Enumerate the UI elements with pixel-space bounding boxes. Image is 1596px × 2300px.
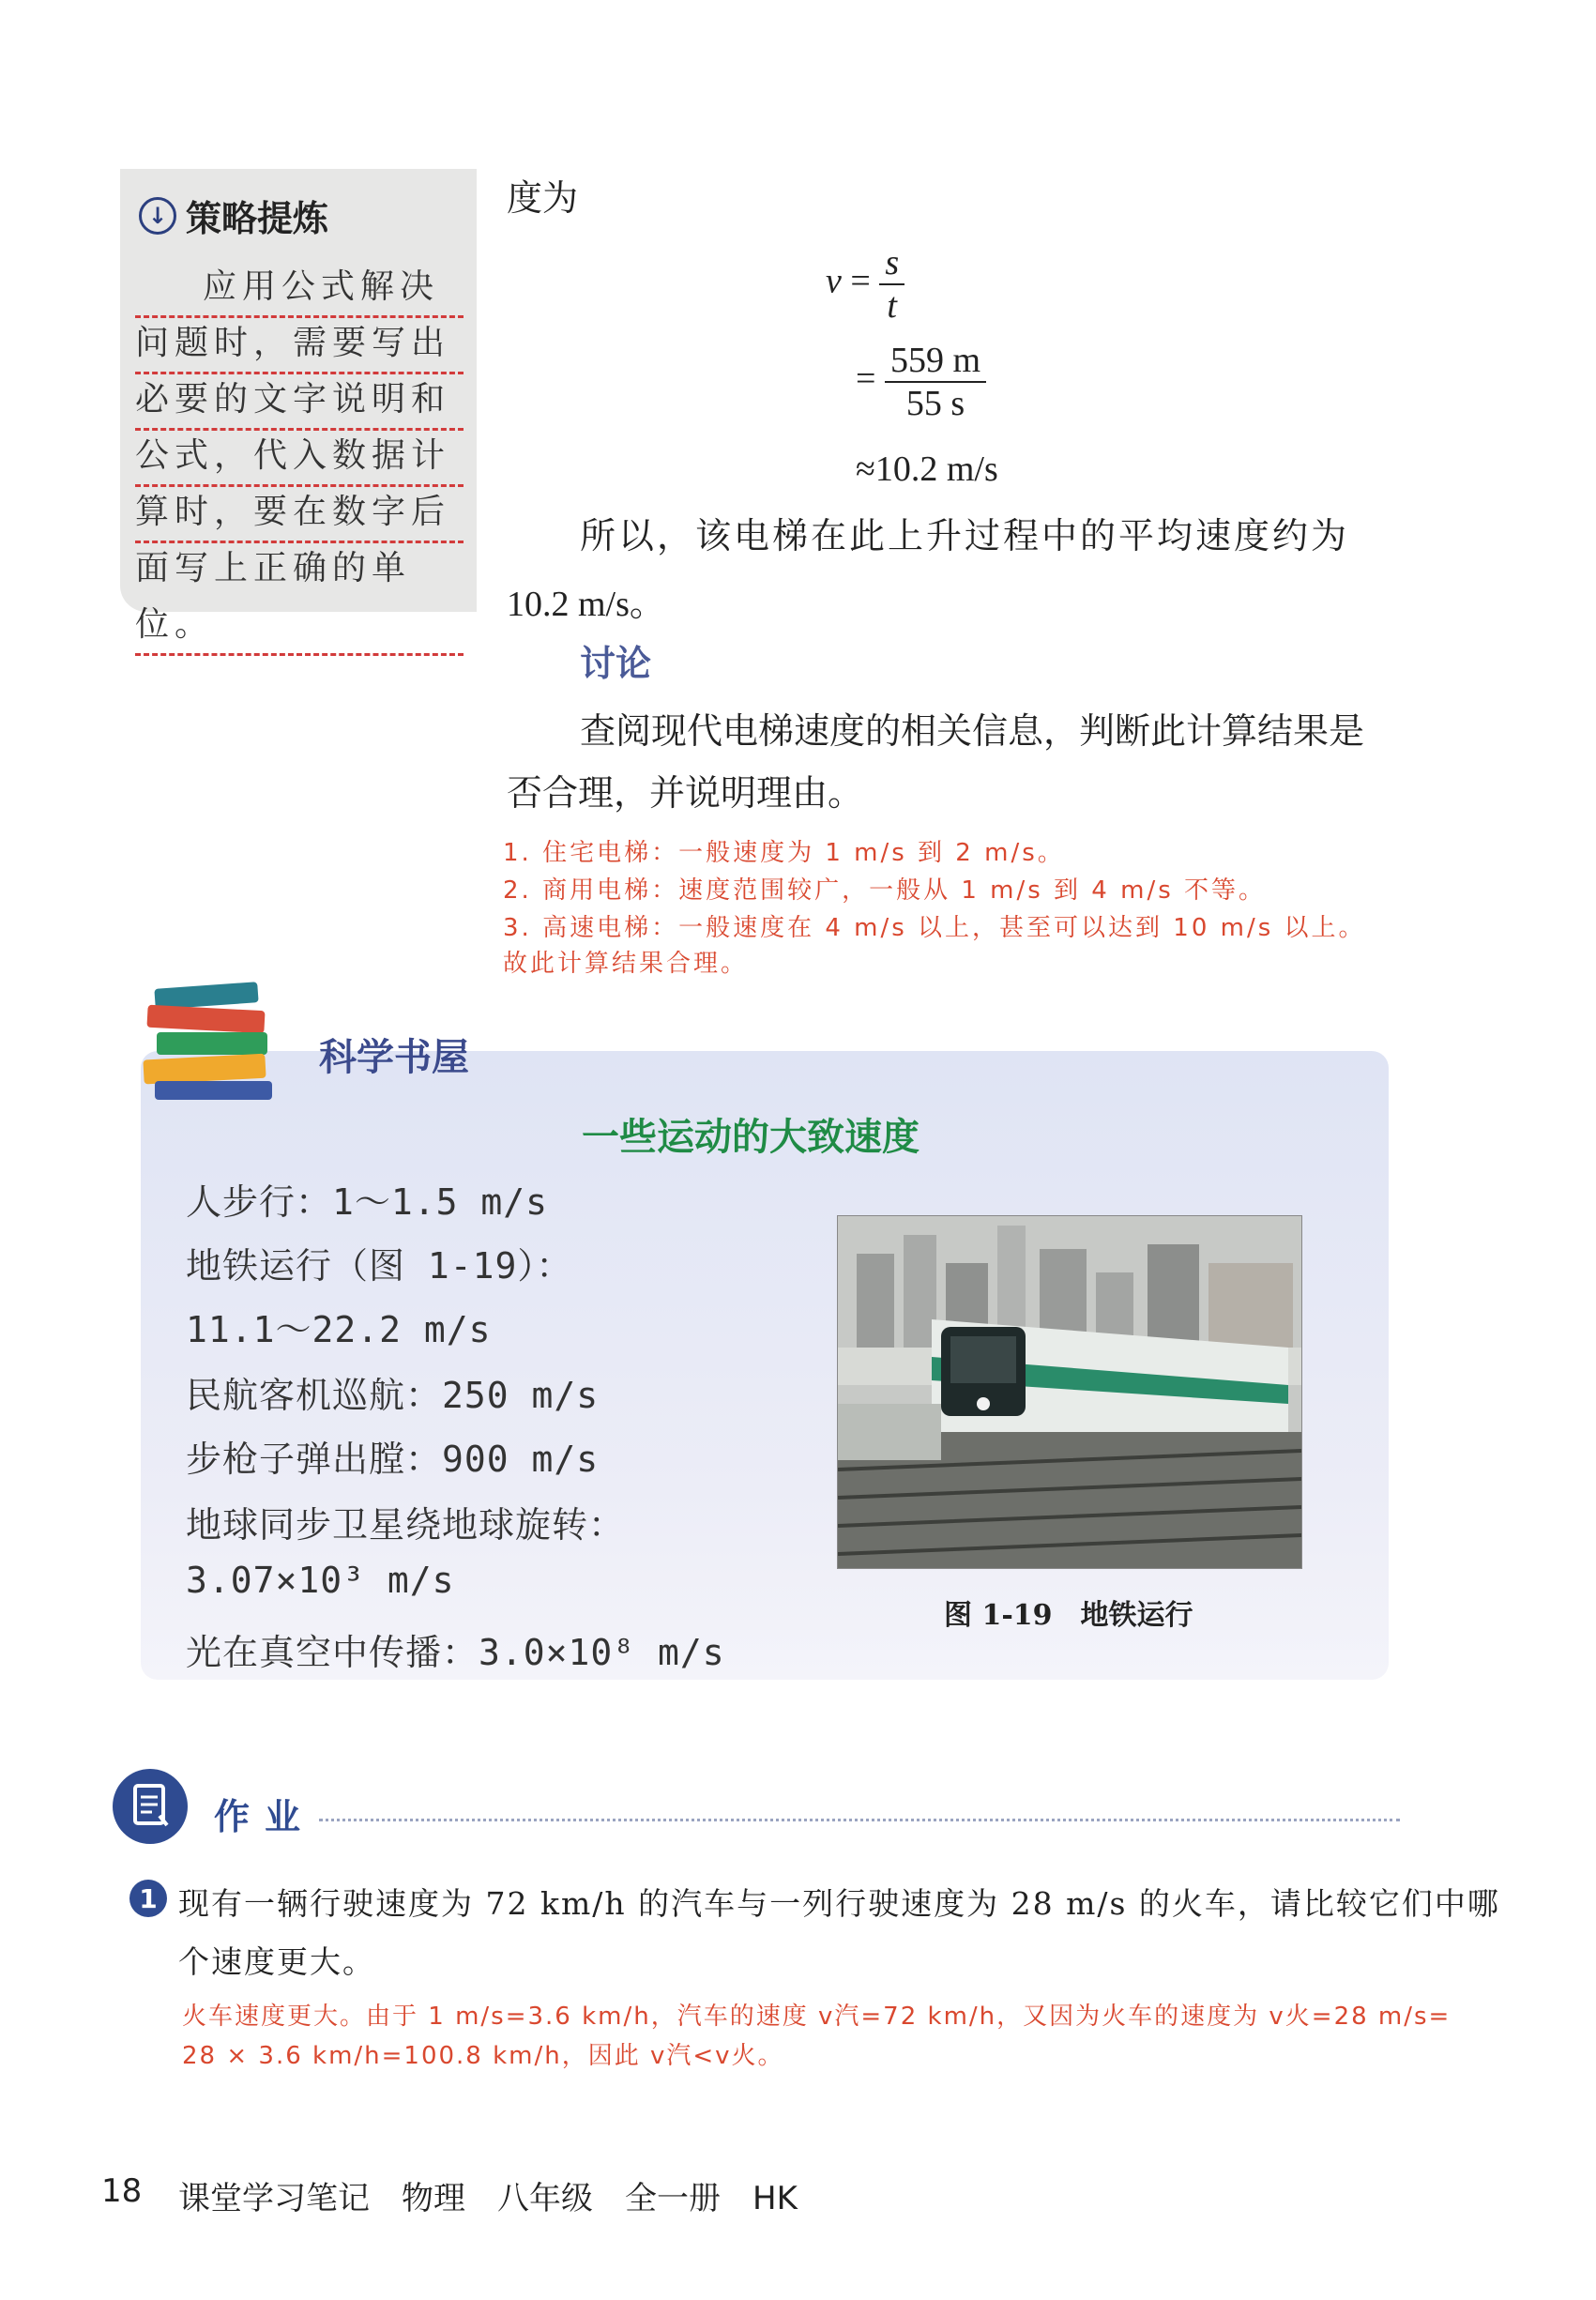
discussion-answer-3: 3. 高速电梯：一般速度在 4 m/s 以上，甚至可以达到 10 m/s 以上。 [503, 914, 1366, 942]
subway-photo [837, 1215, 1302, 1569]
discussion-line-1: 查阅现代电梯速度的相关信息，判断此计算结果是 [580, 710, 1365, 752]
footer-book-title: 课堂学习笔记 物理 八年级 全一册 HK [178, 2180, 798, 2217]
homework-answer-line-1: 火车速度更大。由于 1 m/s=3.6 km/h，汽车的速度 v汽=72 km/h，又因为火车的速度为 v火=28 m/s= [182, 2003, 1452, 2031]
formula-s-over-t [879, 242, 904, 327]
science-subtitle: 一些运动的大致速度 [582, 1116, 920, 1159]
discussion-answer-1: 1. 住宅电梯：一般速度为 1 m/s 到 2 m/s。 [503, 839, 1065, 867]
homework-document-icon [113, 1769, 188, 1844]
question-line-2: 个速度更大。 [178, 1943, 375, 1980]
strategy-line-6: 面写上正确的单位。 [135, 541, 464, 656]
homework-title: 作业 [214, 1796, 316, 1837]
strategy-header [139, 190, 328, 241]
speed-subway: 地铁运行（图 1-19）： [186, 1245, 573, 1287]
speed-satellite: 地球同步卫星绕地球旋转： [186, 1504, 626, 1546]
speed-subway-value: 11.1～22.2 m/s [186, 1309, 492, 1350]
homework-divider [319, 1819, 1400, 1821]
strategy-line-4: 公式，代入数据计 [135, 428, 464, 487]
speed-light: 光在真空中传播：3.0×10⁸ m/s [186, 1632, 725, 1673]
formula-num: 559 m [885, 340, 986, 383]
strategy-line-1: 应用公式解决 [135, 259, 464, 318]
strategy-title: 策略提炼 [186, 198, 329, 239]
question-number-badge: 1 [129, 1880, 167, 1917]
conclusion-line-1: 所以，该电梯在此上升过程中的平均速度约为 [580, 515, 1350, 556]
homework-answer-line-2: 28 × 3.6 km/h=100.8 km/h，因此 v汽<v火。 [182, 2042, 784, 2070]
formula-s: s [879, 242, 904, 285]
science-title: 科学书屋 [319, 1036, 469, 1079]
strategy-line-5: 算时，要在数字后 [135, 484, 464, 543]
question-line-1: 现有一辆行驶速度为 72 km/h 的汽车与一列行驶速度为 28 m/s 的火车，请比较它们中哪 [178, 1885, 1500, 1922]
speed-airplane: 民航客机巡航：250 m/s [186, 1375, 600, 1416]
strategy-box [120, 169, 477, 644]
page-number: 18 [101, 2172, 143, 2210]
strategy-line-2: 问题时，需要写出 [135, 315, 464, 374]
speed-walk: 人步行：1～1.5 m/s [186, 1181, 549, 1223]
formula-den: 55 s [905, 384, 965, 423]
formula-eq: = [850, 261, 871, 301]
formula-result: ≈10.2 m/s [856, 449, 998, 489]
photo-caption: 图 1-19 地铁运行 [944, 1599, 1193, 1632]
solution-intro: 度为 [507, 177, 579, 219]
books-stack-icon [136, 976, 300, 1107]
formula-v: v [826, 261, 842, 301]
conclusion-line-2: 10.2 m/s。 [507, 585, 665, 624]
down-arrow-circle-icon: ↓ [139, 197, 176, 235]
formula-t: t [887, 286, 897, 326]
strategy-line-3: 必要的文字说明和 [135, 372, 464, 431]
discussion-line-2: 否合理，并说明理由。 [507, 772, 864, 814]
discussion-answer-4: 故此计算结果合理。 [503, 950, 749, 978]
speed-satellite-value: 3.07×10³ m/s [186, 1560, 455, 1601]
discussion-answer-2: 2. 商用电梯：速度范围较广，一般从 1 m/s 到 4 m/s 不等。 [503, 876, 1267, 905]
formula-line-1 [826, 242, 904, 327]
discussion-title: 讨论 [580, 642, 652, 684]
formula-line-2 [856, 340, 986, 424]
formula-substitution [885, 340, 986, 424]
speed-bullet: 步枪子弹出膛：900 m/s [186, 1439, 600, 1480]
formula-eq-2: = [856, 358, 876, 399]
